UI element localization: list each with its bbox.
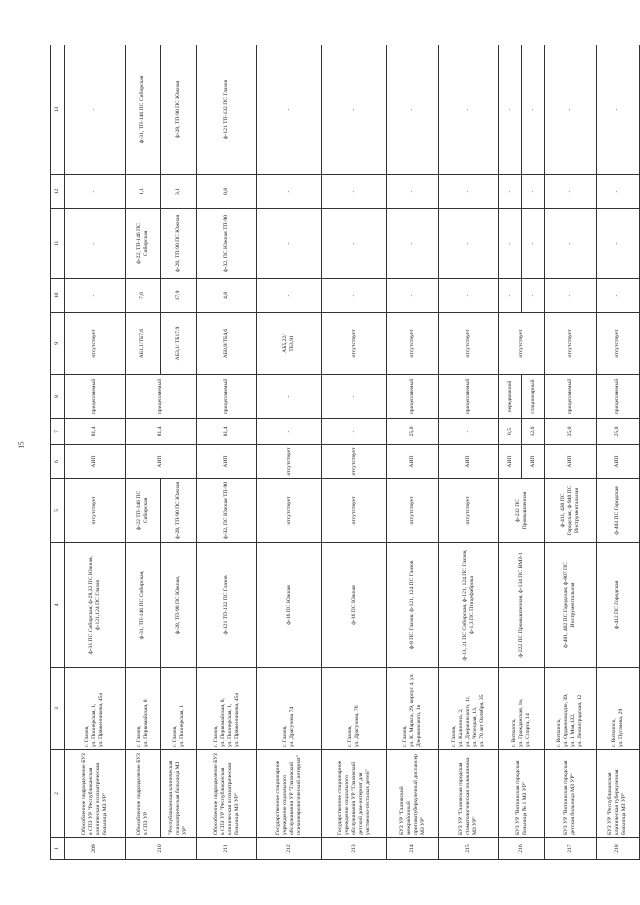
address: г. Глазов, ул. Первомайская, 8 (125, 668, 161, 750)
feeder-reserve: отсутствует (438, 479, 499, 543)
source-kind: прицепляемый (596, 375, 639, 419)
value-10: - (257, 279, 322, 313)
row-number: 216 (499, 838, 544, 860)
table-row (438, 45, 499, 860)
source-kind: прицепляемый (65, 375, 126, 419)
org-name: БУЗ УР "Глазовский межрайонный противотуберкулезный диспансер МЗ УР" (387, 750, 439, 838)
table-row (196, 45, 257, 860)
org-name: "Республиканская клиническая психиатрическая больница МЗ УР" (161, 750, 197, 838)
power-value: 25,0 (596, 419, 639, 445)
category: отсутствует (65, 313, 126, 375)
row-number: 210 (125, 838, 196, 860)
value-11: - (322, 209, 387, 279)
feeder-main: ф-412 ПС Городская (596, 543, 639, 668)
power-source-type: АИП (65, 445, 126, 479)
value-12: 1,1 (125, 175, 161, 209)
feeder-main: ф-16 ПС Южная (257, 543, 322, 668)
value-13: - (499, 45, 522, 175)
feeder-reserve: ф-28, ТП-90 ПС Южная (161, 479, 197, 543)
value-13: ф-121 ТП-132 ПС Глазов (196, 45, 257, 175)
value-13: - (596, 45, 639, 175)
feeder-reserve: ф-403 ПС Городская (596, 479, 639, 543)
value-13: - (438, 45, 499, 175)
power-value: 25,0 (544, 419, 596, 445)
source-kind: прицепляемый (196, 375, 257, 419)
address: г. Глазов, ул. Пионерская, 1, ул. Пряженникова, 45а (65, 668, 126, 750)
source-kind: прицепляемый (387, 375, 439, 419)
table-row (499, 45, 522, 860)
feeder-reserve: ф-32, ПС Южная ТП-90 (196, 479, 257, 543)
value-11: - (499, 209, 522, 279)
col-header: 13 (51, 45, 65, 175)
value-10: - (438, 279, 499, 313)
power-value: 81,4 (65, 419, 126, 445)
value-13: - (544, 45, 596, 175)
org-name: БУЗ УР "Воткинская городская больница № 1 МЗ УР" (499, 750, 544, 838)
feeder-reserve: отсутствует (257, 479, 322, 543)
address: г. Глазов, ул. Драгунова 74 (257, 668, 322, 750)
value-13: - (65, 45, 126, 175)
category: отсутствует (387, 313, 439, 375)
value-10: 4,8 (196, 279, 257, 313)
value-10: - (65, 279, 126, 313)
value-11: - (65, 209, 126, 279)
value-11: - (596, 209, 639, 279)
value-12: - (544, 175, 596, 209)
table-row (322, 45, 387, 860)
row-number: 214 (387, 838, 439, 860)
value-11: - (387, 209, 439, 279)
org-name: Государственное стационарное учреждение социального обслуживания УР "Глазовский детский дом-интернат для умственно-отсталых детей" (322, 750, 387, 838)
value-12: - (438, 175, 499, 209)
col-header: 2 (51, 750, 65, 838)
value-10: - (499, 279, 522, 313)
power-value: 12,0 (522, 419, 545, 445)
value-12: - (522, 175, 545, 209)
col-header: 1 (51, 838, 65, 860)
address: г. Воткинск, ул. Орджоникидзе, 39, ул. 1 Мая,132, ул. Ленинградская, 12 (544, 668, 596, 750)
power-value: - (257, 419, 322, 445)
address: г. Воткинск, ул. Пугачева, 29 (596, 668, 639, 750)
value-13: ф-28, ТП-90 ПС Южная (161, 45, 197, 175)
feeder-reserve: отсутствует (387, 479, 439, 543)
row-number: 217 (544, 838, 596, 860)
source-kind: - (257, 375, 322, 419)
value-11: ф-28, ТП-90 ПС Южная (161, 209, 197, 279)
org-name: Обособленное подразделение БУЗ в СПЗ УР "Республиканская клиническая психиатрическая больница МЗ УР" (65, 750, 126, 838)
category: АБ3,1/ ТБ17,9 (161, 313, 197, 375)
power-supply-table (50, 45, 640, 860)
power-source-type: отсутствует (257, 445, 322, 479)
value-12: - (499, 175, 522, 209)
org-name: Обособленное подразделение БУЗ в СПЗ УР (125, 750, 161, 838)
org-name: Государственное стационарное учреждение социального обслуживания УР "Глазовский психоневрологический интернат" (257, 750, 322, 838)
power-value: - (322, 419, 387, 445)
power-value: - (438, 419, 499, 445)
power-source-type: АИП (499, 445, 522, 479)
feeder-main: ф-222 ПС Промышленная, ф-134 ПС ВМЗ-1 (499, 543, 544, 668)
table-row (125, 45, 161, 860)
category: отсутствует (544, 313, 596, 375)
category: отсутствует (438, 313, 499, 375)
table-row (257, 45, 322, 860)
power-source-type: АИП (544, 445, 596, 479)
feeder-main: ф-31, ТП-146 ПС Сибирская, (125, 543, 161, 668)
power-source-type: АИП (438, 445, 499, 479)
value-13: - (322, 45, 387, 175)
feeder-main: ф-16 ПС Южная (322, 543, 387, 668)
org-name: БУЗ УР "Воткинская городская детская больница МЗ УР" (544, 750, 596, 838)
feeder-main: ф-31 ПС Сибирская; ф-28,32 ПС Южная, ф-121,124 ПС Глазов (65, 543, 126, 668)
power-value: 6,5 (499, 419, 522, 445)
row-number: 212 (257, 838, 322, 860)
power-value: 25,0 (387, 419, 439, 445)
feeder-main: ф-121 ТП-132 ПС Глазов (196, 543, 257, 668)
value-11: ф-22, ТП-146 ПС Сибирская (125, 209, 161, 279)
value-11: - (257, 209, 322, 279)
address: г. Глазов, ул. К. Маркса, 29, корпус 4, ул. Дзержинского, 1в (387, 668, 439, 750)
category: АБ1,1/ТБ7,6 (125, 313, 161, 375)
value-12: - (596, 175, 639, 209)
row-number: 209 (65, 838, 126, 860)
rotated-sheet (50, 45, 640, 860)
feeder-reserve: ф-232 ПС Промышленная (499, 479, 544, 543)
col-header: 3 (51, 668, 65, 750)
power-source-type: АИП (596, 445, 639, 479)
row-number: 213 (322, 838, 387, 860)
power-value: 81,4 (196, 419, 257, 445)
value-12: - (322, 175, 387, 209)
feeder-reserve: отсутствует (322, 479, 387, 543)
column-numbers-row (51, 45, 65, 860)
source-kind: стационарный (522, 375, 545, 419)
power-source-type: АИП (125, 445, 196, 479)
address: г. Глазов, ул. Драгунова, 76 (322, 668, 387, 750)
power-source-type: АИП (522, 445, 545, 479)
feeder-main: ф-13, 21 ПС Сибирская, ф-121, 124 ПС Глазов, ф-1,3 ПС Птицефабрика (438, 543, 499, 668)
address: г. Глазов, ул. Калинина, 2, ул. Дзержинского, 1г, ул. Чепецкая, 13, ул. 70 лет Октября, 35 (438, 668, 499, 750)
table-row (544, 45, 596, 860)
feeder-main: ф-28, ТП-90 ПС Южная, (161, 543, 197, 668)
value-12: - (65, 175, 126, 209)
col-header: 11 (51, 209, 65, 279)
category: АБ5,22/ ТБ3,91 (257, 313, 322, 375)
value-10: - (387, 279, 439, 313)
category: отсутствует (499, 313, 544, 375)
col-header: 5 (51, 479, 65, 543)
value-13: - (257, 45, 322, 175)
category: АБ0,8/ТБ4,6 (196, 313, 257, 375)
value-11: - (522, 209, 545, 279)
value-11: - (438, 209, 499, 279)
value-10: 7,6 (125, 279, 161, 313)
value-12: - (387, 175, 439, 209)
col-header: 8 (51, 375, 65, 419)
row-number: 211 (196, 838, 257, 860)
org-name: БУЗ УР "Республиканская клиническая туберкулезная больница МЗ УР" (596, 750, 639, 838)
feeder-reserve: отсутствует (65, 479, 126, 543)
category: отсутствует (596, 313, 639, 375)
address: г. Глазов, ул. Первомайская, 8, ул. Пионерская, 1, ул. Пряженникова, 45а (196, 668, 257, 750)
source-kind: прицепляемый (438, 375, 499, 419)
power-source-type: отсутствует (322, 445, 387, 479)
value-10: - (322, 279, 387, 313)
row-number: 218 (596, 838, 639, 860)
category: отсутствует (322, 313, 387, 375)
col-header: 10 (51, 279, 65, 313)
table-rotator (50, 45, 640, 860)
col-header: 4 (51, 543, 65, 668)
value-10: - (544, 279, 596, 313)
value-13: - (387, 45, 439, 175)
value-13: - (522, 45, 545, 175)
col-header: 12 (51, 175, 65, 209)
table-row (387, 45, 439, 860)
power-source-type: АИП (387, 445, 439, 479)
page-number: 15 (17, 441, 26, 449)
value-10: - (522, 279, 545, 313)
value-13: ф-31, ТП-146 ПС Сибирская (125, 45, 161, 175)
address: г. Глазов, ул. Пионерская, 1 (161, 668, 197, 750)
value-11: - (544, 209, 596, 279)
col-header: 9 (51, 313, 65, 375)
source-kind: прицепляемый (544, 375, 596, 419)
value-11: ф-32, ПС Южная ТП-90 (196, 209, 257, 279)
feeder-reserve: ф-411, 430 ПС Городская, ф-940 ПС Инструментальная (544, 479, 596, 543)
col-header: 6 (51, 445, 65, 479)
feeder-reserve: ф-22 ТП-146 ПС Сибирская (125, 479, 161, 543)
address: г. Воткинск, ул. Гражданская, 1в, ул. Спорта, 14 (499, 668, 544, 750)
org-name: БУЗ УР "Глазовская городская стоматологическая поликлиника МЗ УР" (438, 750, 499, 838)
value-12: - (257, 175, 322, 209)
feeder-main: ф-401, 402 ПС Городская; ф-807 ПС Инструментальная (544, 543, 596, 668)
feeder-main: ф-8 ПС Глазов; ф-121, 124 ПС Глазов (387, 543, 439, 668)
source-kind: прицепляемый (125, 375, 196, 419)
value-10: 17,9 (161, 279, 197, 313)
power-source-type: АИП (196, 445, 257, 479)
row-number: 215 (438, 838, 499, 860)
table-row (65, 45, 126, 860)
source-kind: передвижной (499, 375, 522, 419)
value-10: - (596, 279, 639, 313)
power-value: 81,4 (125, 419, 196, 445)
value-12: 3,1 (161, 175, 197, 209)
source-kind: - (322, 375, 387, 419)
org-name: Обособленное подразделение БУЗ в СПЗ УР "Республиканская клиническая психиатрическая больница МЗ УР" (196, 750, 257, 838)
table-row (596, 45, 639, 860)
col-header: 7 (51, 419, 65, 445)
value-12: 0,8 (196, 175, 257, 209)
